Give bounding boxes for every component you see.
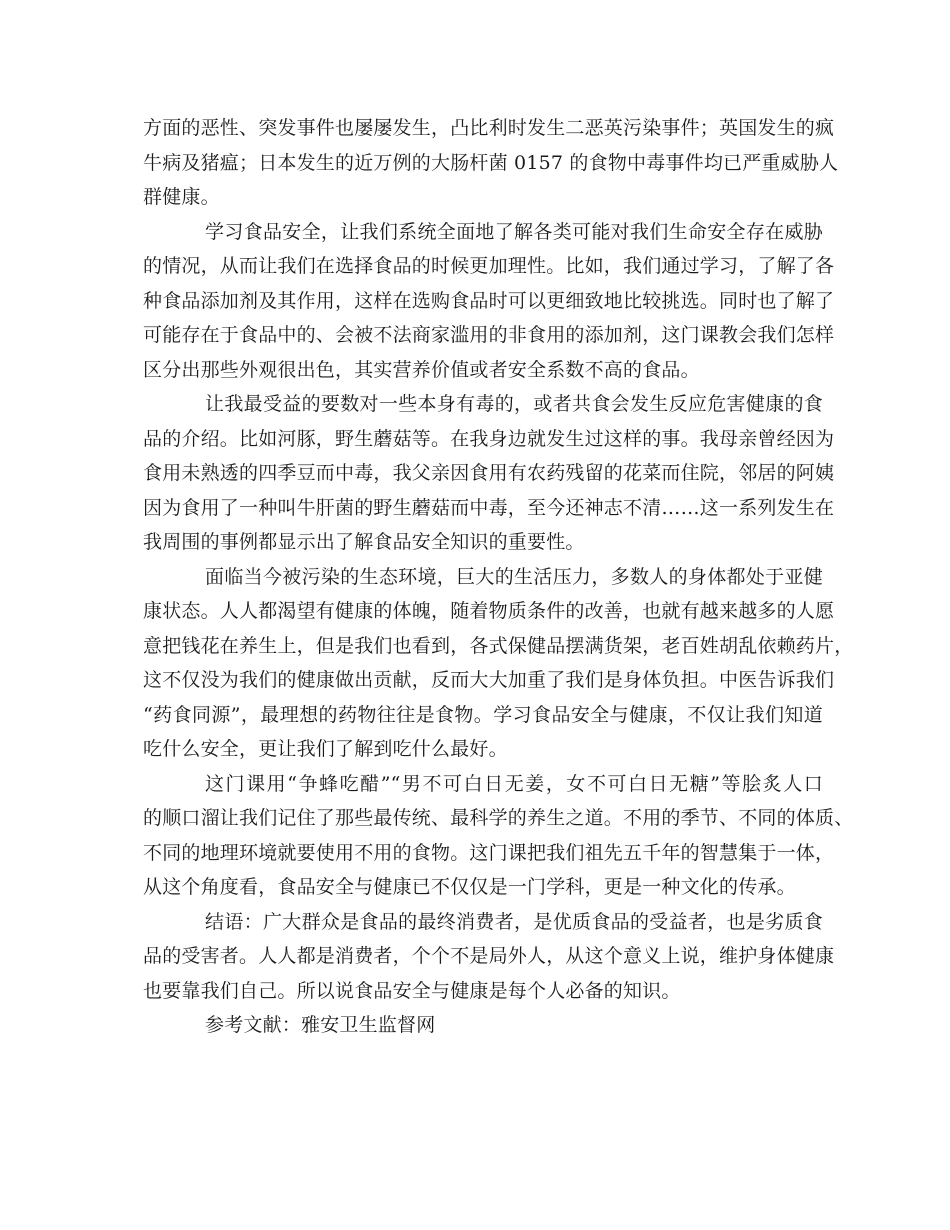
text-line: 意把钱花在养生上，但是我们也看到，各式保健品摆满货架，老百姓胡乱依赖药片，: [143, 634, 854, 657]
document-body: [143, 111, 854, 1043]
text-line: 群健康。: [143, 186, 220, 208]
paragraph: [143, 215, 835, 388]
text-line: 因为食用了一种叫牛肝菌的野生蘑菇而中毒，至今还神志不清……这一系列发生在: [143, 496, 835, 519]
text-line: 区分出那些外观很出色，其实营养价值或者安全系数不高的食品。: [143, 358, 700, 381]
text-line: 让我最受益的要数对一些本身有毒的，或者共食会发生反应危害健康的食: [205, 393, 823, 415]
text-line: 面临当今被污染的生态环境，巨大的生活压力，多数人的身体都处于亚健: [205, 565, 823, 588]
text-line: 从这个角度看，食品安全与健康已不仅仅是一门学科，更是一种文化的传承。: [143, 876, 796, 898]
paragraph: [143, 905, 835, 1009]
text-line: 这门课用“争蜂吃醋”“男不可白日无姜，女不可白日无糖”等脍炙人口: [205, 772, 823, 795]
text-line: 品的介绍。比如河豚，野生蘑菇等。在我身边就发生过这样的事。我母亲曾经因为: [143, 427, 835, 450]
paragraph: [143, 387, 835, 560]
paragraph: [143, 560, 854, 767]
text-line: 方面的恶性、突发事件也屡屡发生，凸比利时发生二恶英污染事件；英国发生的疯: [143, 117, 835, 139]
text-line: 这不仅没为我们的健康做出贡献，反而大大加重了我们是身体负担。中医告诉我们: [143, 669, 835, 691]
paragraph: [143, 111, 839, 215]
text-line: 牛病及猪瘟；日本发生的近万例的大肠杆菌 0157 的食物中毒事件均已严重威胁人: [143, 151, 839, 174]
text-line: 食用未熟透的四季豆而中毒，我父亲因食用有农药残留的花菜而住院，邻居的阿姨: [143, 462, 835, 484]
paragraph: [143, 767, 854, 905]
text-line: 的顺口溜让我们记住了那些最传统、最科学的养生之道。不用的季节、不同的体质、: [143, 807, 854, 829]
text-line: 品的受害者。人人都是消费者，个个不是局外人，从这个意义上说，维护身体健康: [143, 945, 835, 967]
text-line: 吃什么安全，更让我们了解到吃什么最好。: [143, 738, 508, 760]
text-line: 可能存在于食品中的、会被不法商家滥用的非食用的添加剂，这门课教会我们怎样: [143, 324, 835, 346]
text-line: 我周围的事例都显示出了解食品安全知识的重要性。: [143, 531, 585, 553]
text-line: 也要靠我们自己。所以说食品安全与健康是每个人必备的知识。: [143, 979, 681, 1002]
text-line: 康状态。人人都渴望有健康的体魄，随着物质条件的改善，也就有越来越多的人愿: [143, 600, 835, 622]
paragraph: [143, 1008, 823, 1043]
text-line: 参考文献：雅安卫生监督网: [205, 1014, 436, 1036]
text-line: 的情况，从而让我们在选择食品的时候更加理性。比如，我们通过学习，了解了各: [143, 255, 835, 277]
text-line: 结语：广大群众是食品的最终消费者，是优质食品的受益者，也是劣质食: [205, 910, 823, 933]
text-line: 学习食品安全，让我们系统全面地了解各类可能对我们生命安全存在威胁: [205, 220, 823, 243]
text-line: “药食同源”，最理想的药物往往是食物。学习食品安全与健康，不仅让我们知道: [143, 703, 823, 726]
text-line: 种食品添加剂及其作用，这样在选购食品时可以更细致地比较挑选。同时也了解了: [143, 289, 835, 312]
text-line: 不同的地理环境就要使用不用的食物。这门课把我们祖先五千年的智慧集于一体，: [143, 841, 835, 864]
